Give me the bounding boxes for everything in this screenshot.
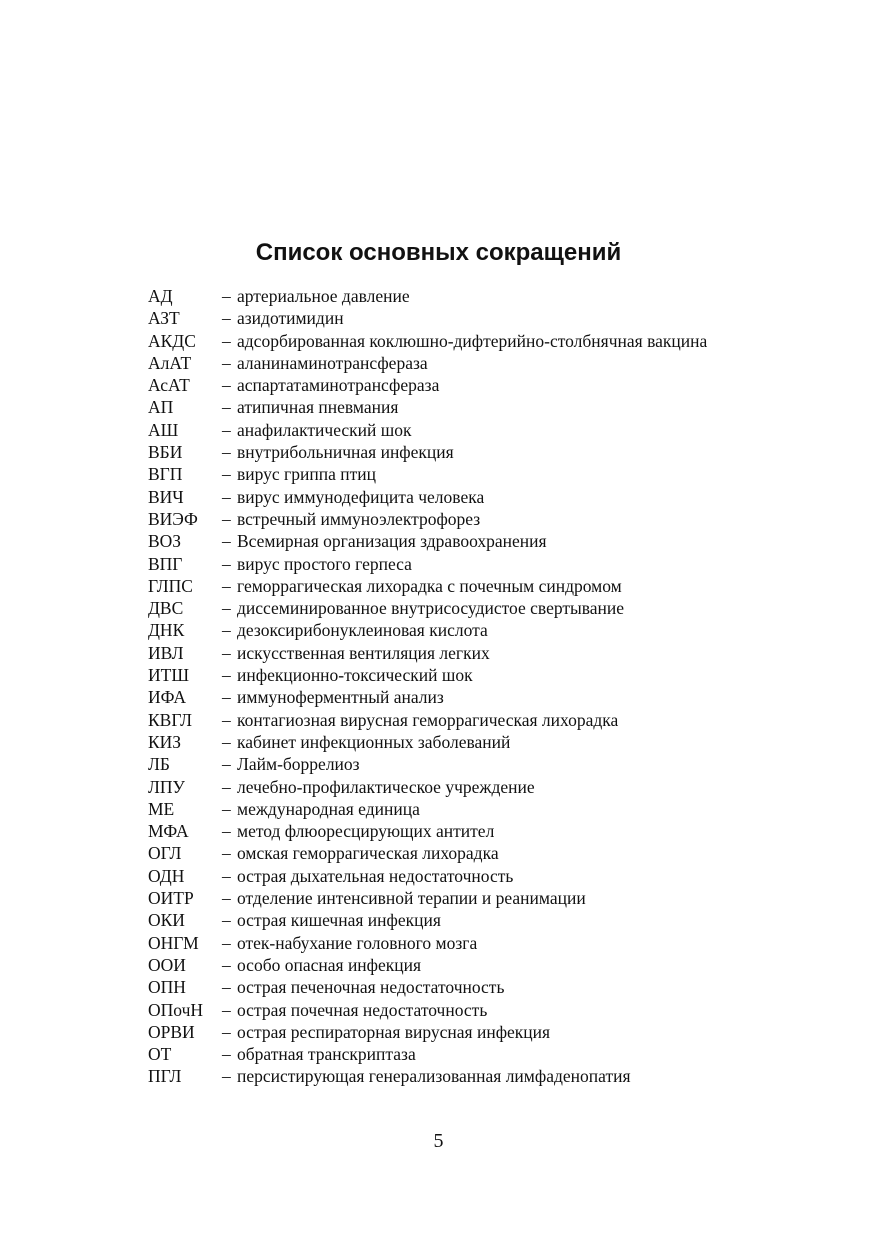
entry-dash: – bbox=[222, 954, 231, 975]
entry-dash: – bbox=[222, 286, 231, 306]
abbreviation-term: ЛПУ bbox=[148, 776, 185, 797]
abbreviation-entry bbox=[148, 709, 748, 731]
entry-dash: – bbox=[222, 308, 231, 329]
abbreviation-entry bbox=[148, 463, 748, 485]
abbreviation-entry bbox=[148, 976, 748, 998]
abbreviation-term: ОГЛ bbox=[148, 843, 182, 864]
abbreviation-definition: острая печеночная недостаточность bbox=[237, 977, 505, 998]
abbreviation-definition: диссеминированное внутрисосудистое свертывание bbox=[237, 598, 625, 619]
entry-dash: – bbox=[222, 687, 231, 708]
entry-dash: – bbox=[222, 352, 231, 373]
entry-dash: – bbox=[222, 1021, 231, 1042]
abbreviation-term: КИЗ bbox=[148, 731, 182, 752]
abbreviation-term: ОПочН bbox=[148, 999, 204, 1020]
abbreviation-entry bbox=[148, 553, 748, 575]
abbreviation-term: АШ bbox=[148, 419, 179, 440]
abbreviation-entry bbox=[148, 954, 748, 976]
entry-dash: – bbox=[222, 977, 231, 998]
abbreviation-term: ОНГМ bbox=[148, 932, 199, 953]
abbreviation-term: АсАТ bbox=[148, 375, 190, 396]
abbreviation-definition: азидотимидин bbox=[237, 308, 344, 329]
abbreviation-term: ОИТР bbox=[148, 888, 194, 909]
entry-dash: – bbox=[222, 932, 231, 953]
abbreviation-entry bbox=[148, 798, 748, 820]
abbreviation-term: МФА bbox=[148, 821, 189, 842]
abbreviation-entry bbox=[148, 352, 748, 374]
abbreviation-list bbox=[148, 285, 748, 1088]
page-number: 5 bbox=[433, 1130, 444, 1152]
abbreviation-term: АП bbox=[148, 397, 174, 418]
entry-dash: – bbox=[222, 776, 231, 797]
abbreviation-definition: отделение интенсивной терапии и реанимации bbox=[237, 888, 586, 909]
abbreviation-entry bbox=[148, 1043, 748, 1065]
abbreviation-entry bbox=[148, 999, 748, 1021]
abbreviation-term: ОКИ bbox=[148, 910, 185, 931]
abbreviation-entry bbox=[148, 753, 748, 775]
entry-dash: – bbox=[222, 665, 231, 686]
abbreviation-entry bbox=[148, 597, 748, 619]
abbreviation-term: ОТ bbox=[148, 1044, 172, 1065]
abbreviation-term: ОРВИ bbox=[148, 1021, 195, 1042]
abbreviation-entry bbox=[148, 776, 748, 798]
abbreviation-entry bbox=[148, 619, 748, 641]
abbreviation-term: ДНК bbox=[148, 620, 185, 641]
abbreviation-definition: анафилактический шок bbox=[237, 419, 412, 440]
entry-dash: – bbox=[222, 865, 231, 886]
abbreviation-term: ВГП bbox=[148, 464, 183, 485]
abbreviation-definition: международная единица bbox=[237, 798, 420, 819]
abbreviation-entry bbox=[148, 932, 748, 954]
abbreviation-definition: острая почечная недостаточность bbox=[237, 999, 488, 1020]
abbreviation-definition: встречный иммуноэлектрофорез bbox=[237, 508, 481, 529]
abbreviation-term: АЗТ bbox=[148, 308, 180, 329]
entry-dash: – bbox=[222, 553, 231, 574]
abbreviation-term: ОПН bbox=[148, 977, 186, 998]
entry-dash: – bbox=[222, 531, 231, 552]
abbreviation-entry bbox=[148, 731, 748, 753]
abbreviation-term: ИФА bbox=[148, 687, 186, 708]
abbreviation-definition: вирус иммунодефицита человека bbox=[237, 486, 485, 507]
abbreviation-entry bbox=[148, 441, 748, 463]
abbreviation-term: ИВЛ bbox=[148, 642, 184, 663]
abbreviation-definition: внутрибольничная инфекция bbox=[237, 442, 454, 463]
abbreviation-term: АлАТ bbox=[148, 352, 192, 373]
abbreviation-entry bbox=[148, 486, 748, 508]
abbreviation-entry bbox=[148, 909, 748, 931]
entry-dash: – bbox=[222, 888, 231, 909]
entry-dash: – bbox=[222, 575, 231, 596]
abbreviation-entry bbox=[148, 820, 748, 842]
entry-dash: – bbox=[222, 798, 231, 819]
entry-dash: – bbox=[222, 486, 231, 507]
entry-dash: – bbox=[222, 754, 231, 775]
abbreviation-definition: вирус гриппа птиц bbox=[237, 464, 376, 485]
abbreviation-term: ОДН bbox=[148, 865, 185, 886]
entry-dash: – bbox=[222, 642, 231, 663]
page-title: Список основных сокращений bbox=[255, 239, 622, 266]
entry-dash: – bbox=[222, 620, 231, 641]
abbreviation-definition: геморрагическая лихорадка с почечным синдромом bbox=[237, 575, 622, 596]
entry-dash: – bbox=[222, 910, 231, 931]
entry-dash: – bbox=[222, 330, 231, 351]
abbreviation-entry bbox=[148, 530, 748, 552]
abbreviation-definition: особо опасная инфекция bbox=[237, 954, 422, 975]
abbreviation-definition: артериальное давление bbox=[237, 286, 410, 306]
abbreviation-definition: аспартатаминотрансфераза bbox=[237, 375, 440, 396]
abbreviation-definition: кабинет инфекционных заболеваний bbox=[237, 731, 511, 752]
abbreviation-entry bbox=[148, 419, 748, 441]
entry-dash: – bbox=[222, 464, 231, 485]
abbreviation-definition: дезоксирибонуклеиновая кислота bbox=[237, 620, 488, 641]
entry-dash: – bbox=[222, 731, 231, 752]
abbreviation-entry bbox=[148, 642, 748, 664]
abbreviation-entry bbox=[148, 307, 748, 329]
entry-dash: – bbox=[222, 397, 231, 418]
entry-dash: – bbox=[222, 1066, 231, 1087]
abbreviation-definition: персистирующая генерализованная лимфаденопатия bbox=[237, 1066, 631, 1087]
abbreviation-term: ООИ bbox=[148, 954, 186, 975]
entry-dash: – bbox=[222, 419, 231, 440]
abbreviation-entry bbox=[148, 865, 748, 887]
abbreviation-definition: Лайм-боррелиоз bbox=[237, 754, 360, 775]
entry-dash: – bbox=[222, 709, 231, 730]
abbreviation-definition: острая кишечная инфекция bbox=[237, 910, 441, 931]
abbreviation-term: ВИЭФ bbox=[148, 508, 198, 529]
entry-dash: – bbox=[222, 442, 231, 463]
abbreviation-entry bbox=[148, 330, 748, 352]
abbreviation-entry bbox=[148, 285, 748, 307]
abbreviation-entry bbox=[148, 664, 748, 686]
abbreviation-entry bbox=[148, 1065, 748, 1087]
abbreviation-definition: метод флюоресцирующих антител bbox=[237, 821, 495, 842]
abbreviation-definition: атипичная пневмания bbox=[237, 397, 399, 418]
abbreviation-definition: острая респираторная вирусная инфекция bbox=[237, 1021, 551, 1042]
abbreviation-term: ВОЗ bbox=[148, 531, 182, 552]
entry-dash: – bbox=[222, 508, 231, 529]
abbreviation-entry bbox=[148, 887, 748, 909]
abbreviation-term: ВПГ bbox=[148, 553, 183, 574]
abbreviation-definition: искусственная вентиляция легких bbox=[237, 642, 490, 663]
abbreviation-term: МЕ bbox=[148, 798, 175, 819]
abbreviation-entry bbox=[148, 508, 748, 530]
abbreviation-definition: адсорбированная коклюшно-дифтерийно-столбнячная вакцина bbox=[237, 330, 708, 351]
abbreviation-definition: острая дыхательная недостаточность bbox=[237, 865, 514, 886]
entry-dash: – bbox=[222, 821, 231, 842]
abbreviation-entry bbox=[148, 842, 748, 864]
abbreviation-definition: вирус простого герпеса bbox=[237, 553, 412, 574]
entry-dash: – bbox=[222, 999, 231, 1020]
abbreviation-entry bbox=[148, 374, 748, 396]
abbreviation-entry bbox=[148, 1021, 748, 1043]
abbreviation-term: ИТШ bbox=[148, 665, 189, 686]
abbreviation-definition: аланинаминотрансфераза bbox=[237, 352, 428, 373]
entry-dash: – bbox=[222, 598, 231, 619]
abbreviation-definition: омская геморрагическая лихорадка bbox=[237, 843, 499, 864]
abbreviation-definition: лечебно-профилактическое учреждение bbox=[237, 776, 535, 797]
abbreviation-term: ВИЧ bbox=[148, 486, 184, 507]
abbreviation-definition: инфекционно-токсический шок bbox=[237, 665, 473, 686]
abbreviation-definition: иммуноферментный анализ bbox=[237, 687, 444, 708]
abbreviation-definition: контагиозная вирусная геморрагическая лихорадка bbox=[237, 709, 619, 730]
abbreviation-term: ЛБ bbox=[148, 754, 170, 775]
abbreviation-term: ПГЛ bbox=[148, 1066, 182, 1087]
entry-dash: – bbox=[222, 843, 231, 864]
abbreviation-entry bbox=[148, 686, 748, 708]
abbreviation-term: ДВС bbox=[148, 598, 184, 619]
abbreviation-term: АКДС bbox=[148, 330, 196, 351]
abbreviation-definition: Всемирная организация здравоохранения bbox=[237, 531, 547, 552]
abbreviation-definition: отек-набухание головного мозга bbox=[237, 932, 478, 953]
abbreviation-term: АД bbox=[148, 286, 173, 306]
abbreviation-entry bbox=[148, 575, 748, 597]
abbreviation-term: ГЛПС bbox=[148, 575, 193, 596]
abbreviation-term: ВБИ bbox=[148, 442, 183, 463]
abbreviation-term: КВГЛ bbox=[148, 709, 193, 730]
abbreviation-definition: обратная транскриптаза bbox=[237, 1044, 416, 1065]
entry-dash: – bbox=[222, 1044, 231, 1065]
entry-dash: – bbox=[222, 375, 231, 396]
abbreviation-entry bbox=[148, 396, 748, 418]
